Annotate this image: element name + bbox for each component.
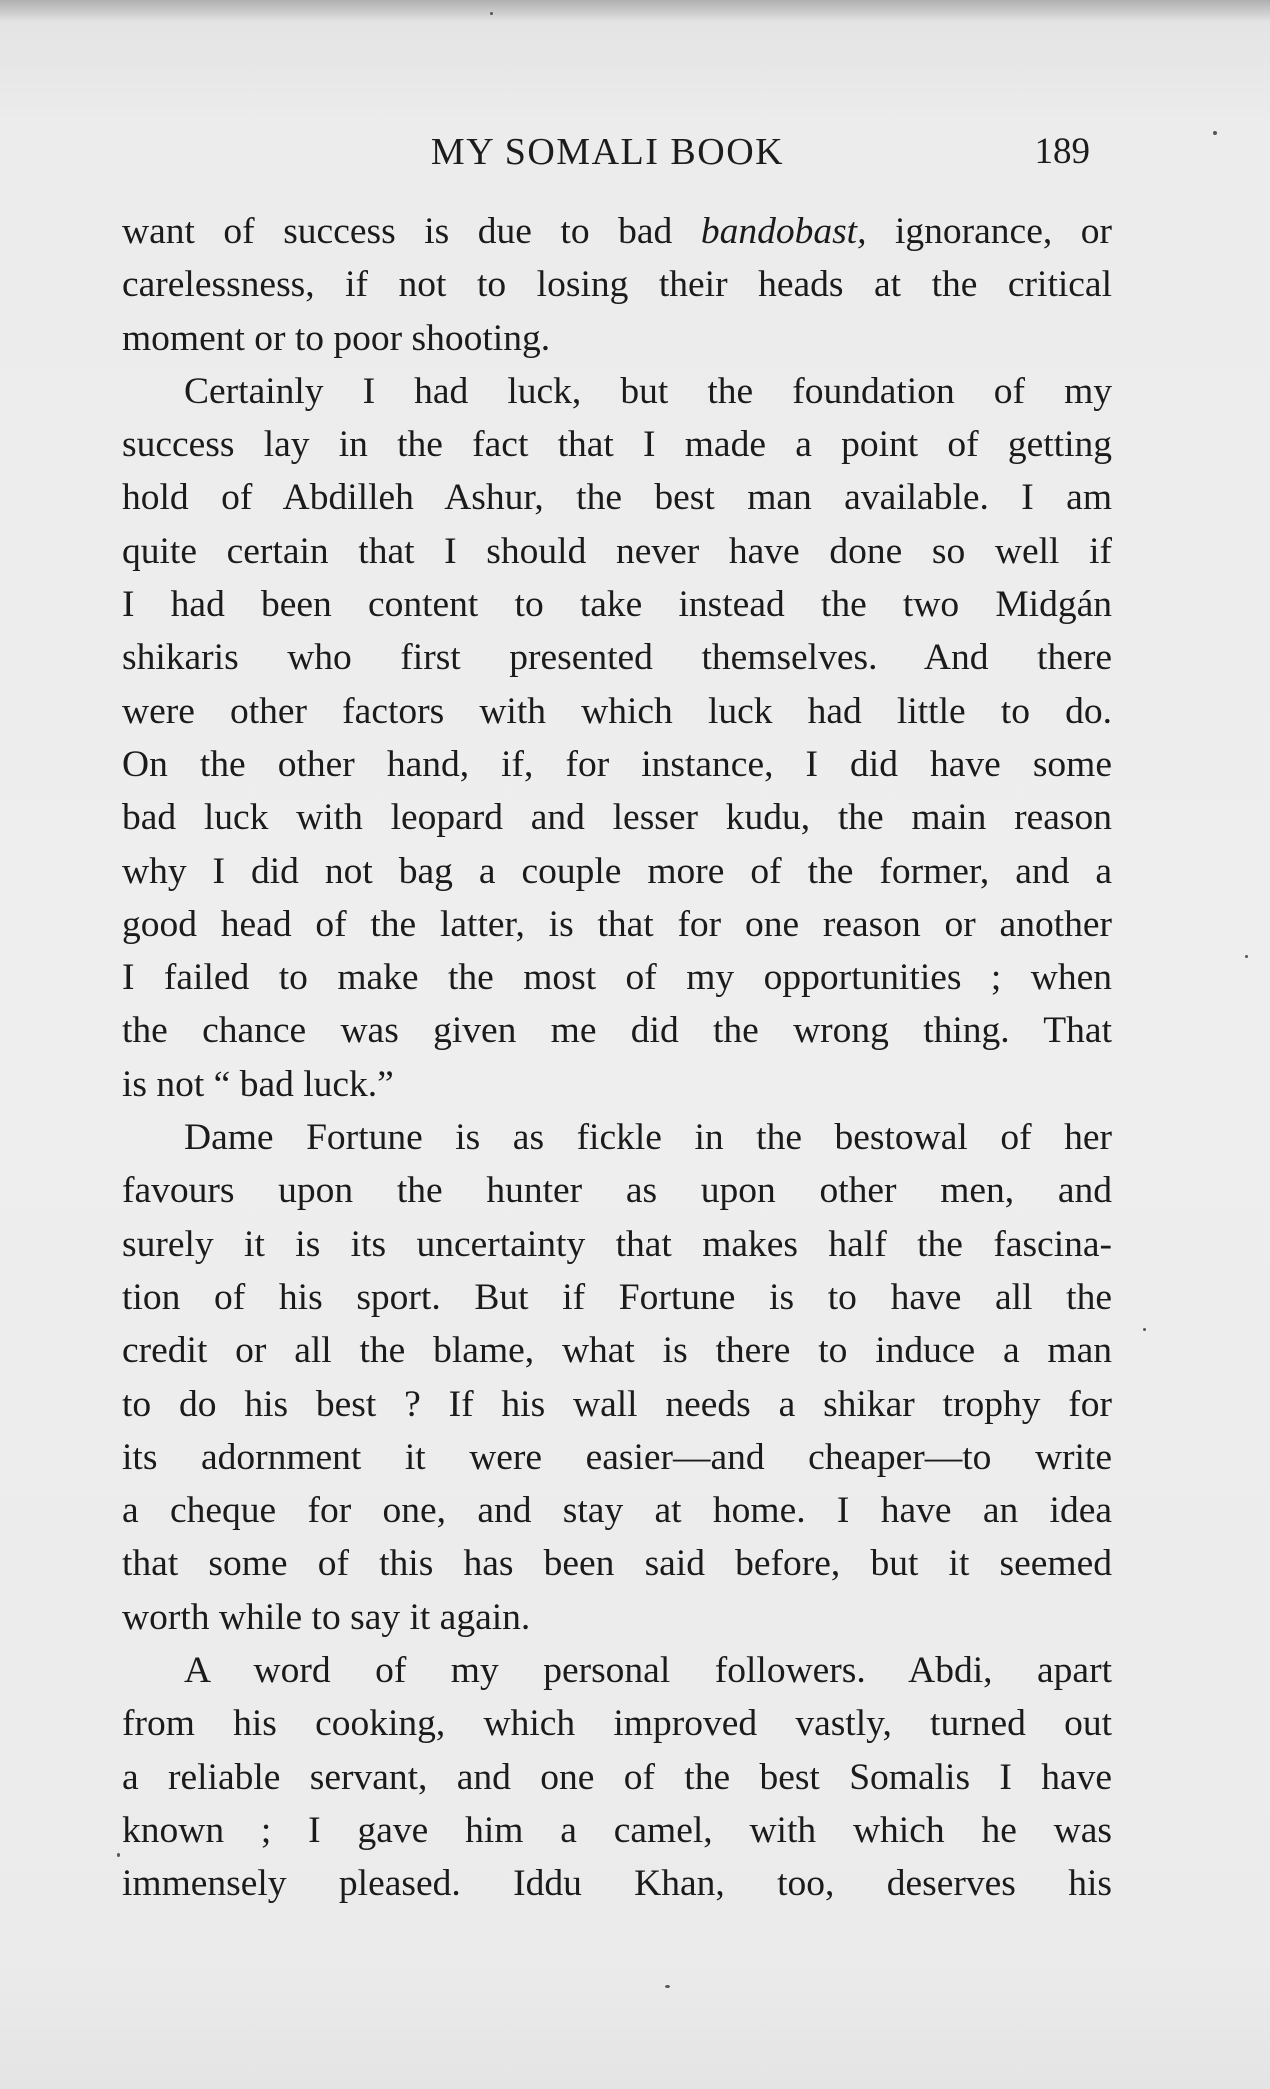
text-line: from his cooking, which improved vastly, turned out (122, 1703, 1112, 1745)
text-line: known ; I gave him a camel, with which he was (122, 1809, 1112, 1851)
paragraph-start-line: Certainly I had luck, but the foundation of my (184, 370, 1112, 412)
text-line: credit or all the blame, what is there to induce a man (122, 1330, 1112, 1372)
text-line: favours upon the hunter as upon other men, and (122, 1170, 1112, 1212)
text-line: that some of this has been said before, but it seemed (122, 1543, 1112, 1585)
running-title: MY SOMALI BOOK (430, 131, 785, 173)
paragraph-end-line: is not “ bad luck.” (122, 1063, 394, 1105)
text-line: I had been content to take instead the two Midgán (122, 584, 1112, 626)
page-number: 189 (1034, 131, 1090, 172)
paper-speck (490, 12, 493, 15)
text-line: a cheque for one, and stay at home. I have an idea (122, 1490, 1112, 1532)
paper-speck (665, 1985, 670, 1988)
text-line: to do his best ? If his wall needs a shikar trophy for (122, 1383, 1112, 1425)
text-line: immensely pleased. Iddu Khan, too, deserves his (122, 1863, 1112, 1905)
text-line: its adornment it were easier—and cheaper—to write (122, 1436, 1112, 1478)
paragraph-start-line: Dame Fortune is as fickle in the bestowal of her (184, 1117, 1112, 1159)
paragraph-end-line: moment or to poor shooting. (122, 317, 551, 359)
running-head (125, 130, 1090, 180)
text-line: tion of his sport. But if Fortune is to have all the (122, 1276, 1112, 1318)
text-line: were other factors with which luck had little to do. (122, 690, 1112, 732)
text-line: bad luck with leopard and lesser kudu, the main reason (122, 797, 1112, 839)
text-line: carelessness, if not to losing their heads at the critical (122, 264, 1112, 306)
text-line: On the other hand, if, for instance, I did have some (122, 743, 1112, 785)
italic-term: bandobast, (700, 211, 867, 252)
text-line: I failed to make the most of my opportunities ; when (122, 957, 1112, 999)
paper-speck (1245, 955, 1248, 958)
paper-speck (1213, 131, 1217, 135)
text-line: a reliable servant, and one of the best Somalis I have (122, 1756, 1112, 1798)
paper-speck (117, 1853, 120, 1857)
text-line: why I did not bag a couple more of the former, and a (122, 850, 1112, 892)
text-line: quite certain that I should never have done so well if (122, 530, 1112, 572)
text-line: surely it is its uncertainty that makes half the fascina- (122, 1223, 1112, 1265)
body-text (122, 205, 1112, 1911)
paper-speck (1143, 1328, 1146, 1331)
paragraph-end-line: worth while to say it again. (122, 1596, 531, 1638)
text-line: good head of the latter, is that for one reason or another (122, 903, 1112, 945)
text-line: hold of Abdilleh Ashur, the best man available. I am (122, 477, 1112, 519)
text-line: the chance was given me did the wrong thing. That (122, 1010, 1112, 1052)
text-line: success lay in the fact that I made a point of getting (122, 424, 1112, 466)
text-line: want of success is due to bad bandobast, ignorance, or (122, 211, 1112, 252)
paragraph-start-line: A word of my personal followers. Abdi, apart (184, 1650, 1112, 1692)
text-line: shikaris who first presented themselves. And there (122, 637, 1112, 679)
